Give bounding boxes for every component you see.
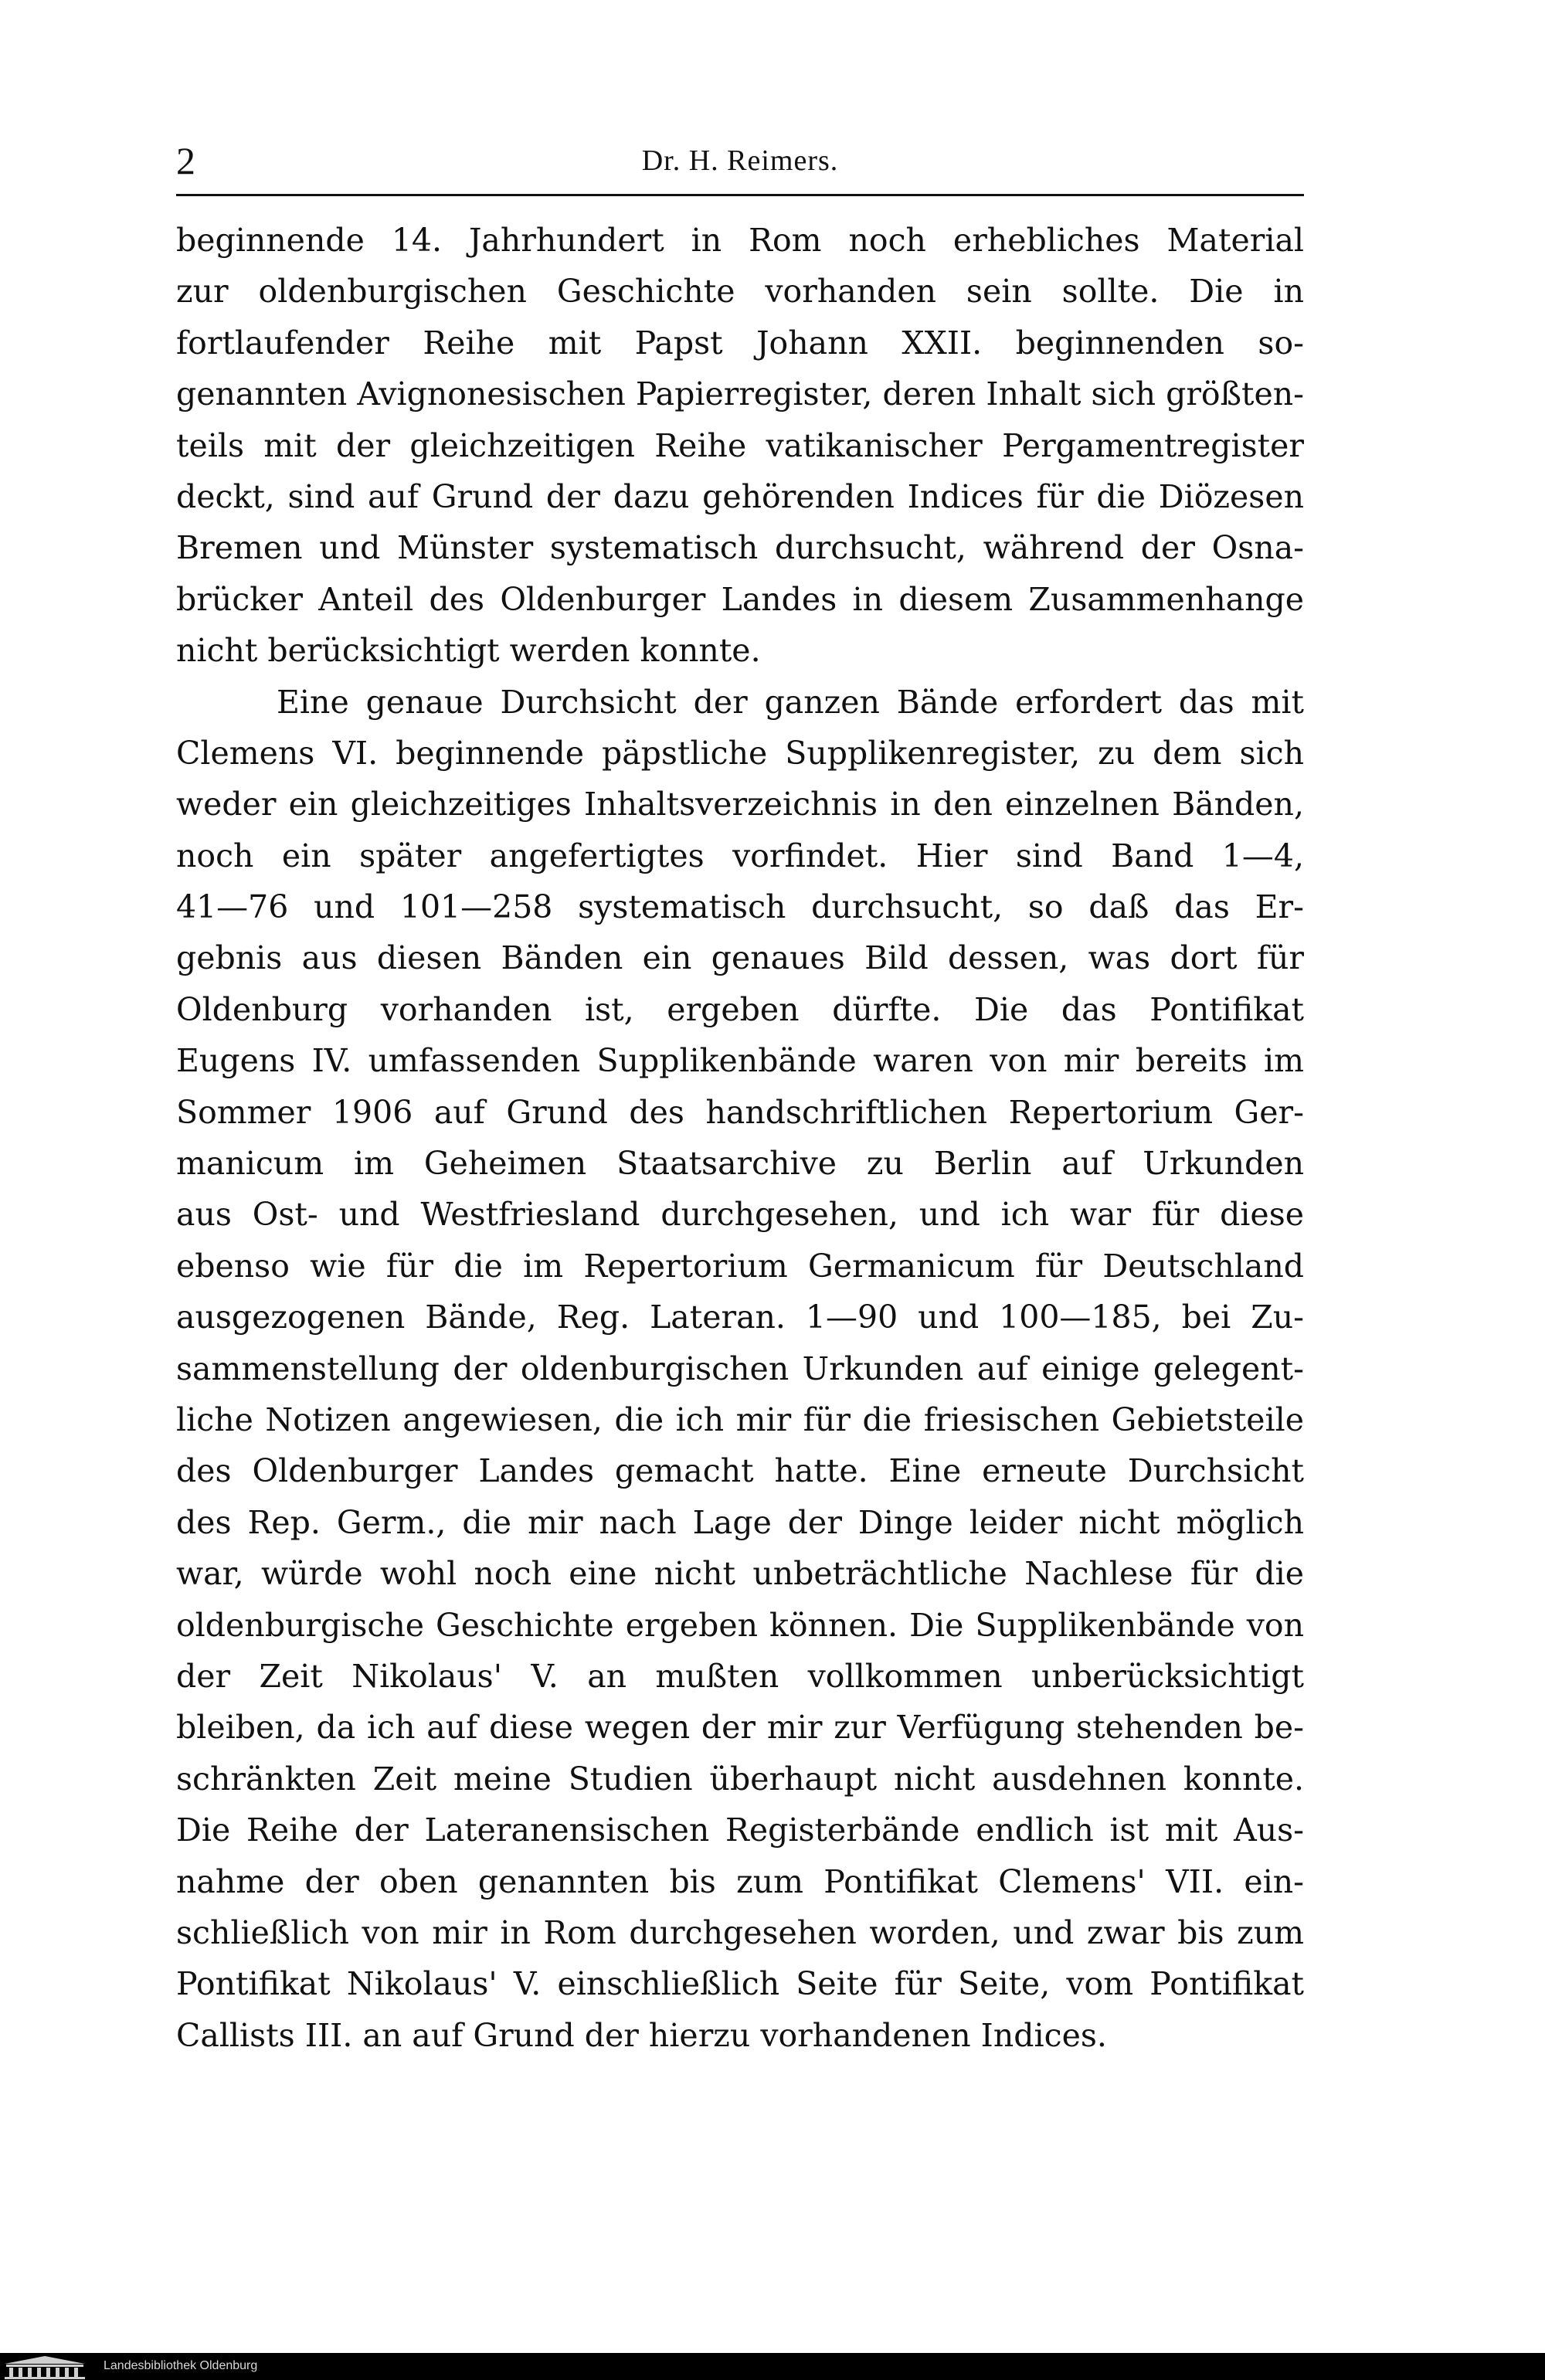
text-line: schränkten Zeit meine Studien überhaupt nicht ausdehnen konnte. xyxy=(176,1760,1304,1798)
footer-label: Landesbibliothek Oldenburg xyxy=(104,2359,258,2372)
text-line: sammenstellung der oldenburgischen Urkunden auf einige gelegent- xyxy=(176,1350,1304,1387)
page-header xyxy=(176,133,1304,195)
text-line: zur oldenburgischen Geschichte vorhanden sein sollte. Die in xyxy=(176,273,1304,311)
text-line: Die Reihe der Lateranensischen Registerbände endlich ist mit Aus- xyxy=(176,1811,1304,1849)
running-head: Dr. H. Reimers. xyxy=(641,144,839,177)
text-line: Pontifikat Nikolaus' V. einschließlich Seite für Seite, vom Pontifikat xyxy=(176,1965,1304,2003)
text-line: oldenburgische Geschichte ergeben können. Die Supplikenbände von xyxy=(176,1606,1304,1644)
library-building-icon xyxy=(0,2353,90,2380)
text-line: bleiben, da ich auf diese wegen der mir zur Verfügung stehenden be- xyxy=(176,1709,1304,1747)
text-line: Callists III. an auf Grund der hierzu vorhandenen Indices. xyxy=(176,2016,1107,2054)
text-line: war, würde wohl noch eine nicht unbeträchtliche Nachlese für die xyxy=(176,1555,1304,1593)
text-line: manicum im Geheimen Staatsarchive zu Berlin auf Urkunden xyxy=(176,1145,1304,1183)
text-line: des Oldenburger Landes gemacht hatte. Eine erneute Durchsicht xyxy=(176,1452,1304,1490)
text-line: liche Notizen angewiesen, die ich mir für die friesischen Gebietsteile xyxy=(176,1400,1304,1438)
text-line: des Rep. Germ., die mir nach Lage der Dinge leider nicht möglich xyxy=(176,1503,1304,1541)
text-line: brücker Anteil des Oldenburger Landes in diesem Zusammenhange xyxy=(176,580,1304,618)
paragraph-1 xyxy=(176,215,1304,677)
body-text xyxy=(176,215,1304,2061)
header-rule xyxy=(176,194,1304,196)
text-line: fortlaufender Reihe mit Papst Johann XXII. beginnenden so- xyxy=(176,324,1304,362)
text-line: aus Ost- und Westfriesland durchgesehen, und ich war für diese xyxy=(176,1196,1304,1234)
text-line: beginnende 14. Jahrhundert in Rom noch erhebliches Material xyxy=(176,222,1304,259)
text-line: Sommer 1906 auf Grund des handschriftlichen Repertorium Ger- xyxy=(176,1093,1304,1131)
text-line: schließlich von mir in Rom durchgesehen worden, und zwar bis zum xyxy=(176,1913,1304,1951)
text-line: Clemens VI. beginnende päpstliche Supplikenregister, zu dem sich xyxy=(176,734,1304,772)
text-line: weder ein gleichzeitiges Inhaltsverzeichnis in den einzelnen Bänden, xyxy=(176,786,1304,823)
text-line: Eugens IV. umfassenden Supplikenbände waren von mir bereits im xyxy=(176,1042,1304,1080)
text-line: nahme der oben genannten bis zum Pontifikat Clemens' VII. ein- xyxy=(176,1862,1304,1900)
paragraph-2 xyxy=(176,677,1304,2062)
text-line: der Zeit Nikolaus' V. an mußten vollkommen unberücksichtigt xyxy=(176,1657,1304,1695)
text-line: genannten Avignonesischen Papierregister, deren Inhalt sich größten- xyxy=(176,375,1304,413)
text-line: Bremen und Münster systematisch durchsucht, während der Osna- xyxy=(176,529,1304,567)
text-line: ebenso wie für die im Repertorium Germanicum für Deutschland xyxy=(176,1247,1304,1285)
text-line: 41—76 und 101—258 systematisch durchsucht, so daß das Er- xyxy=(176,888,1304,926)
text-line: Eine genaue Durchsicht der ganzen Bände erfordert das mit xyxy=(277,683,1304,721)
text-line: Oldenburg vorhanden ist, ergeben dürfte. Die das Pontifikat xyxy=(176,990,1304,1028)
text-line: teils mit der gleichzeitigen Reihe vatikanischer Pergamentregister xyxy=(176,426,1304,464)
page-number: 2 xyxy=(176,139,195,182)
text-line: noch ein später angefertigtes vorfindet. Hier sind Band 1—4, xyxy=(176,837,1304,874)
text-line: gebnis aus diesen Bänden ein genaues Bild dessen, was dort für xyxy=(176,939,1304,977)
text-line: deckt, sind auf Grund der dazu gehörenden Indices für die Diözesen xyxy=(176,477,1304,515)
text-line: nicht berücksichtigt werden konnte. xyxy=(176,632,761,670)
text-line: ausgezogenen Bände, Reg. Lateran. 1—90 und 100—185, bei Zu- xyxy=(176,1299,1304,1336)
